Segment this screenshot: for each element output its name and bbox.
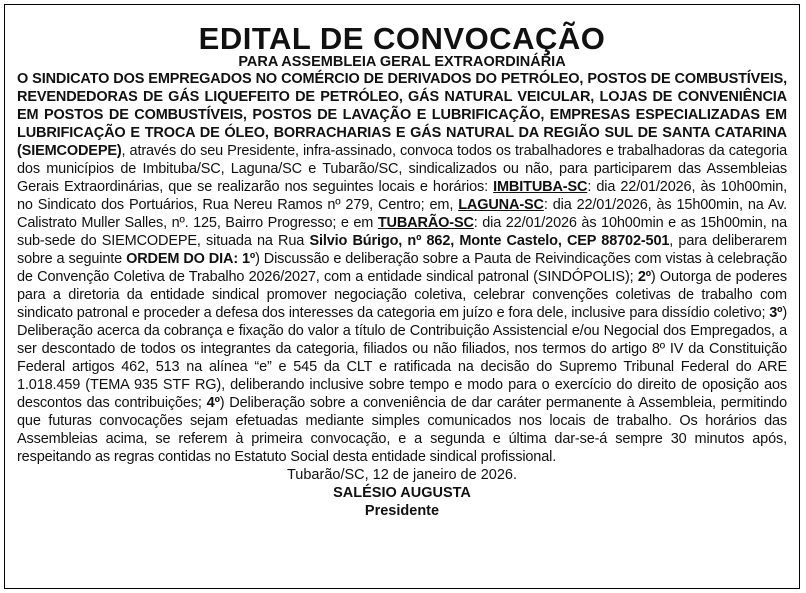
body-text: , para deliberarem sobre a seguinte: [17, 233, 787, 267]
agenda-number-3: 3º: [769, 305, 783, 321]
city-laguna: LAGUNA-SC: [458, 197, 544, 213]
signer-role: Presidente: [364, 503, 440, 519]
agenda-number-4: 4º: [206, 395, 220, 411]
city-tubarao: TUBARÃO-SC: [377, 215, 474, 231]
agenda-item-4: ) Deliberação sobre a conveniência de dar caráter permanente à Assembleia, permitindo que futuras convocações sejam efetuadas mediante simples comunicados nos locais de trabalho. Os horários das Assembleias acima, se referem à primeira convocação, e a segunda e última dar-se-á sempre 30 minutos após, respeitando as regras contidas no Estatuto Social desta entidade sindical profissional.: [17, 395, 787, 465]
notice-title: EDITAL DE CONVOCAÇÃO: [198, 21, 606, 56]
notice-frame: [4, 4, 800, 589]
agenda-heading: ORDEM DO DIA: 1º: [126, 251, 256, 267]
agenda-item-3: ) Deliberação acerca da cobrança e fixação do valor a título de Contribuição Assistencial e/ou Negocial dos Empregados, a ser descontado de todos os integrantes da categoria, filiados ou não filiados, nos termos do artigo 8º IV da Constituição Federal artigos 462, 513 na alínea “e” e 545 da CLT e ratificada na decisão do Supremo Tribunal Federal do ARE 1.018.459 (TEMA 935 STF RG), deliberando inclusive sobre tempo e modo para o exercício do direito de oposição aos descontos das contribuições;: [17, 305, 787, 411]
signer-name: SALÉSIO AUGUSTA: [333, 485, 471, 501]
notice-body: [17, 70, 787, 466]
body-text: : dia 22/01/2026, às 10h00min, no Sindicato dos Portuários, Rua Nereu Ramos nº 279, Centro; em,: [17, 179, 787, 213]
agenda-item-1: ) Discussão e deliberação sobre a Pauta de Reivindicações com vistas à celebração de Convenção Coletiva de Trabalho 2026/2027, com a entidade sindical patronal (SINDÓPOLIS);: [17, 251, 787, 285]
body-text: : dia 22/01/2026 às 10h00min e as 15h00min, na sub-sede do SIEMCODEPE, situada na Rua: [17, 215, 787, 249]
body-text: , através do seu Presidente, infra-assinado, convoca todos os trabalhadores e trabalhadoras da categoria dos municípios de Imbituba/SC, Laguna/SC e Tubarão/SC, sindicalizados ou não, para participarem das Assembleias Gerais Extraordinárias, que se realizarão nos seguintes locais e horários:: [17, 143, 787, 195]
agenda-number-2: 2º: [637, 269, 651, 285]
union-name: O SINDICATO DOS EMPREGADOS NO COMÉRCIO DE DERIVADOS DO PETRÓLEO, POSTOS DE COMBUSTÍVEIS, REVENDEDORAS DE GÁS LIQUEFEITO DE PETRÓLEO, GÁS NATURAL VEICULAR, LOJAS DE CONVENIÊNCIA EM POSTOS DE COMBUSTÍVEIS, POSTOS DE LAVAÇÃO E LUBRIFICAÇÃO, EMPRESAS ESPECIALIZADAS EM LUBRIFICAÇÃO E TROCA DE ÓLEO, BORRACHARIAS E GÁS NATURAL DA REGIÃO SUL DE SANTA CATARINA (SIEMCODEPE): [17, 71, 787, 159]
city-imbituba: IMBITUBA-SC: [493, 179, 588, 195]
address-bold: Silvio Búrigo, nº 862, Monte Castelo, CEP 88702-501: [309, 233, 670, 249]
notice-subtitle: PARA ASSEMBLEIA GERAL EXTRAORDINÁRIA: [238, 54, 566, 70]
agenda-item-2: ) Outorga de poderes para a diretoria da entidade sindical promover negociação coletiva, celebrar convenções coletivas de trabalho com sindicato patronal e proceder a defesa dos interesses da categoria em juízo e fora dele, inclusive para dissídio coletivo;: [17, 269, 787, 321]
date-line: Tubarão/SC, 12 de janeiro de 2026.: [286, 467, 517, 483]
body-text: : dia 22/01/2026, às 15h00min, na Av. Calistrato Muller Salles, nº. 125, Bairro Progresso; e em: [17, 197, 787, 231]
